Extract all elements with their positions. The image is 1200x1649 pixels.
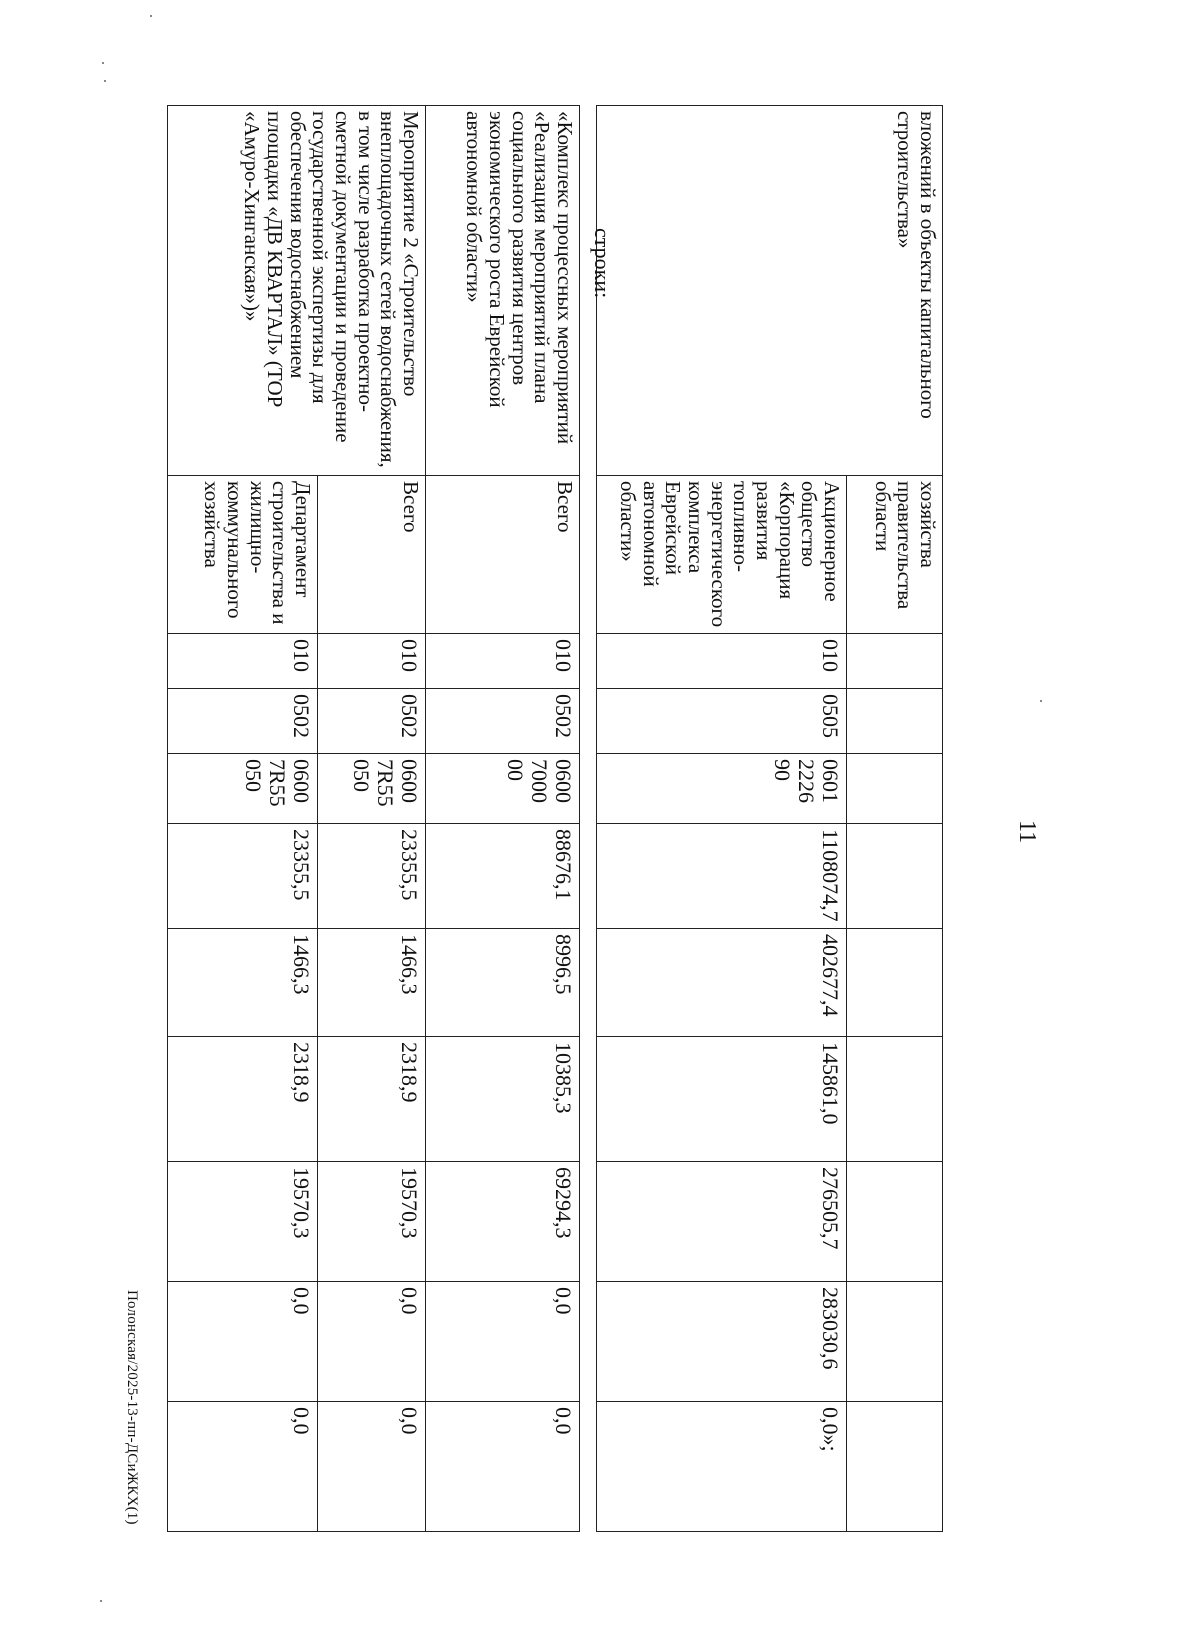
- table-row: [426, 106, 580, 1532]
- scan-speck: [102, 62, 104, 64]
- value-cell: 0,0: [318, 1402, 426, 1532]
- code-cell: 0502: [426, 689, 580, 754]
- value-cell: 283030,6: [597, 1282, 847, 1402]
- code-cell: 010: [168, 634, 318, 689]
- document-footer-note: Полонская/2025-13-пп-ДСиЖКХ(1): [124, 1290, 140, 1525]
- scan-speck: [150, 15, 152, 17]
- rows-label: строки:: [590, 228, 615, 299]
- value-cell: 2318,9: [168, 1037, 318, 1162]
- scan-speck: [104, 80, 106, 82]
- code-cell: 0502: [318, 689, 426, 754]
- executor-cell: Акционерное общество «Корпорация развития топливно-энергетического комплекса Еврейской автономной области»: [597, 476, 847, 634]
- value-cell: 0,0: [426, 1282, 580, 1402]
- value-cell: [847, 1162, 943, 1282]
- executor-cell: Департамент строительства и жилищно-коммунального хозяйства: [168, 476, 318, 634]
- code-cell: [847, 754, 943, 824]
- code-cell: 0502: [168, 689, 318, 754]
- value-cell: 0,0: [426, 1402, 580, 1532]
- table-row: [318, 106, 426, 1532]
- value-cell: 0,0: [318, 1282, 426, 1402]
- value-cell: 88676,1: [426, 824, 580, 929]
- value-cell: 402677,4: [597, 929, 847, 1037]
- budget-table-top: [596, 105, 943, 1532]
- value-cell: 19570,3: [318, 1162, 426, 1282]
- value-cell: [847, 824, 943, 929]
- name-cell: Мероприятие 2 «Строительство внеплощадочных сетей водоснабжения, в том числе разработка проектно-сметной документации и проведение государственной экспертизы для обеспечения водоснабжением площадки «ДВ КВАРТАЛ» (ТОР «Амуро-Хинганская»)»: [168, 106, 426, 476]
- code-cell: [847, 689, 943, 754]
- value-cell: 23355,5: [168, 824, 318, 929]
- value-cell: 8996,5: [426, 929, 580, 1037]
- value-cell: 1466,3: [168, 929, 318, 1037]
- page-number: 11: [1014, 820, 1040, 844]
- code-cell: 0600 7R55 050: [318, 754, 426, 824]
- name-cell: вложений в объекты капитального строительства»: [597, 106, 943, 476]
- table-row: [847, 106, 943, 1532]
- code-cell: [847, 634, 943, 689]
- code-cell: 010: [597, 634, 847, 689]
- value-cell: [847, 929, 943, 1037]
- code-cell: 0600 7R55 050: [168, 754, 318, 824]
- executor-cell: Всего: [318, 476, 426, 634]
- value-cell: 69294,3: [426, 1162, 580, 1282]
- value-cell: 2318,9: [318, 1037, 426, 1162]
- value-cell: 10385,3: [426, 1037, 580, 1162]
- name-cell: «Комплекс процессных мероприятий «Реализация мероприятий плана социального развития центров экономического роста Еврейской автономной области»: [426, 106, 580, 476]
- value-cell: [847, 1037, 943, 1162]
- scan-speck: [100, 1600, 102, 1602]
- value-cell: [847, 1282, 943, 1402]
- value-cell: 276505,7: [597, 1162, 847, 1282]
- value-cell: 0,0»;: [597, 1402, 847, 1532]
- budget-table-bottom: [167, 105, 580, 1532]
- value-cell: 1466,3: [318, 929, 426, 1037]
- value-cell: 19570,3: [168, 1162, 318, 1282]
- scan-speck: [1040, 700, 1042, 702]
- value-cell: 1108074,7: [597, 824, 847, 929]
- code-cell: 010: [426, 634, 580, 689]
- code-cell: 0600 7000 00: [426, 754, 580, 824]
- executor-cell: Всего: [426, 476, 580, 634]
- value-cell: [847, 1402, 943, 1532]
- code-cell: 0601 2226 90: [597, 754, 847, 824]
- value-cell: 145861,0: [597, 1037, 847, 1162]
- value-cell: 23355,5: [318, 824, 426, 929]
- code-cell: 010: [318, 634, 426, 689]
- code-cell: 0505: [597, 689, 847, 754]
- value-cell: 0,0: [168, 1282, 318, 1402]
- value-cell: 0,0: [168, 1402, 318, 1532]
- executor-cell: хозяйства правительства области: [847, 476, 943, 634]
